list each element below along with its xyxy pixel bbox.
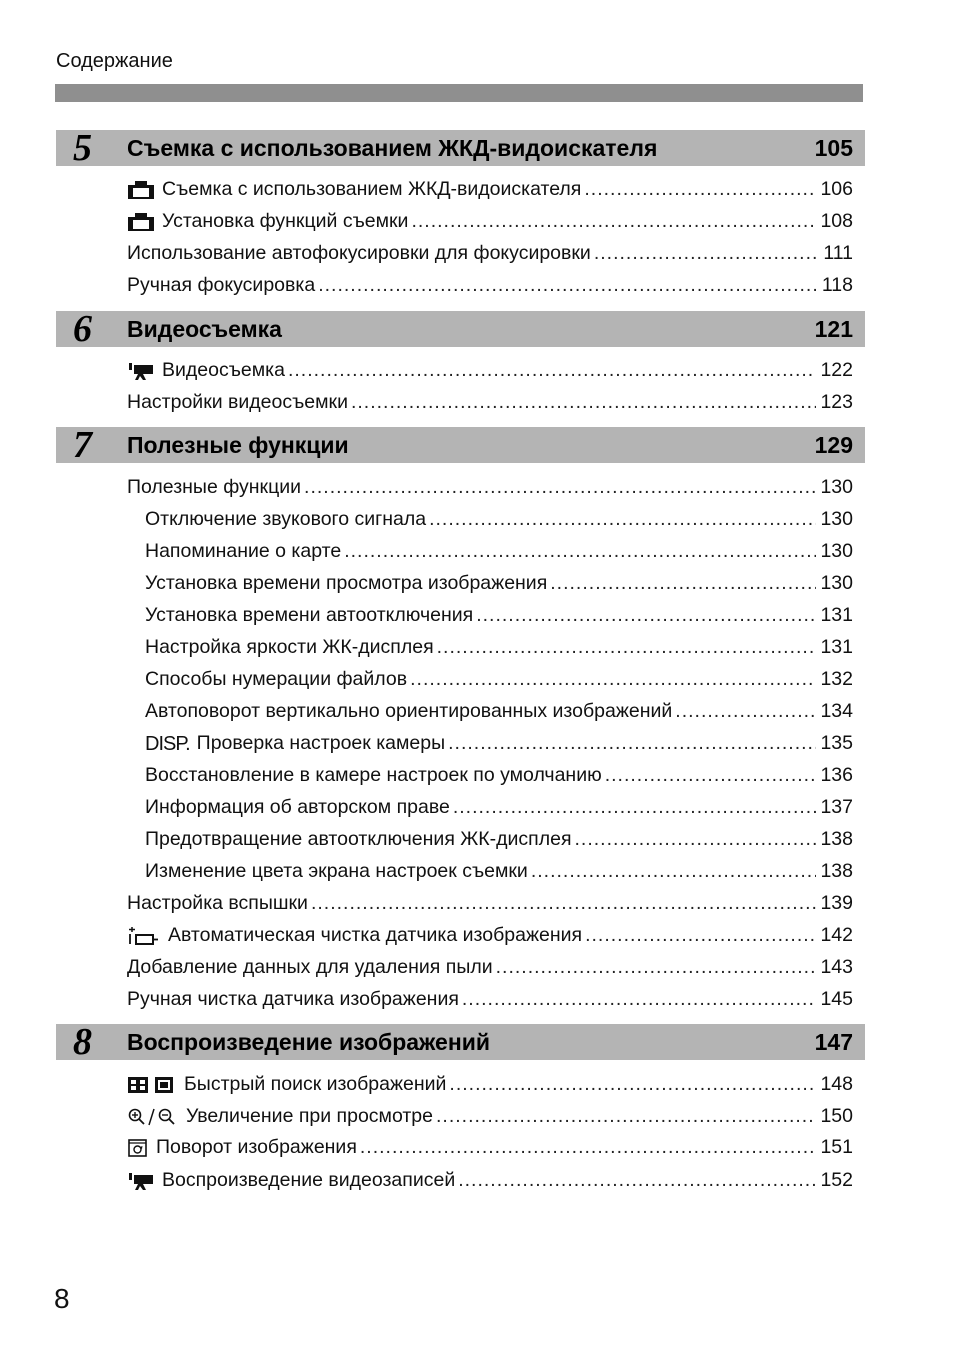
toc-entry[interactable]: Воспроизведение видеозаписей ..... 152 [127, 1166, 853, 1192]
chapter-6-header[interactable] [56, 308, 865, 350]
chapter-page: 147 [814, 1029, 853, 1055]
chapter-page: 105 [814, 135, 853, 161]
toc-entry[interactable]: Съемка с использованием ЖКД-видоискателя ..... 106 [127, 175, 853, 201]
zoom-icon [127, 1106, 179, 1128]
sensor-clean-icon [127, 925, 161, 947]
chapter-8-header[interactable] [56, 1021, 865, 1063]
toc-entry[interactable]: Восстановление в камере настроек по умолчанию ..... 136 [145, 761, 853, 787]
toc-entry[interactable]: Установка времени автоотключения ..... 131 [145, 601, 853, 627]
chapter-number: 6 [73, 308, 92, 350]
chapter-number: 8 [73, 1021, 92, 1063]
toc-entry[interactable]: Видеосъемка ..... 122 [127, 356, 853, 382]
index-jump-icon [127, 1074, 177, 1096]
toc-entry[interactable]: Способы нумерации файлов ..... 132 [145, 665, 853, 691]
chapter-title: Видеосъемка [127, 316, 282, 342]
toc-entry[interactable]: Увеличение при просмотре ..... 150 [127, 1102, 853, 1128]
toc-entry[interactable]: Быстрый поиск изображений ..... 148 [127, 1070, 853, 1096]
toc-entry[interactable]: Ручная фокусировка ..... 118 [127, 271, 853, 297]
chapter-title: Полезные функции [127, 432, 349, 458]
toc-entry[interactable]: Автоматическая чистка датчика изображения ..... 142 [127, 921, 853, 947]
toc-entry[interactable]: Изменение цвета экрана настроек съемки ..... 138 [145, 857, 853, 883]
movie-camera-icon [127, 1170, 155, 1192]
chapter-number: 7 [73, 424, 92, 466]
rotate-icon [127, 1137, 149, 1159]
chapter-title: Воспроизведение изображений [127, 1029, 491, 1055]
page-number: 8 [54, 1283, 70, 1314]
toc-entry[interactable]: Информация об авторском праве ..... 137 [145, 793, 853, 819]
toc-entry[interactable]: DISP. Проверка настроек камеры ..... 135 [145, 729, 853, 755]
toc-entry[interactable]: Настройка яркости ЖК-дисплея ..... 131 [145, 633, 853, 659]
camera-icon [127, 211, 155, 233]
toc-entry[interactable]: Отключение звукового сигнала ..... 130 [145, 505, 853, 531]
section-header-label: Содержание [56, 50, 173, 72]
toc-entry[interactable]: Установка времени просмотра изображения ..... 130 [145, 569, 853, 595]
chapter-page: 121 [814, 316, 853, 342]
toc-entry[interactable]: Поворот изображения ..... 151 [127, 1133, 853, 1159]
toc-entry[interactable]: Предотвращение автоотключения ЖК-дисплея ..... 138 [145, 825, 853, 851]
chapter-number: 5 [73, 127, 92, 169]
toc-entry[interactable]: Настройка вспышки ..... 139 [127, 889, 853, 915]
toc-entry[interactable]: Настройки видеосъемки ..... 123 [127, 388, 853, 414]
header-divider-bar [55, 84, 863, 102]
toc-entry[interactable]: Использование автофокусировки для фокусировки ..... 111 [127, 239, 853, 265]
toc-entry[interactable]: Добавление данных для удаления пыли ..... 143 [127, 953, 853, 979]
movie-camera-icon [127, 360, 155, 382]
chapter-title: Съемка с использованием ЖКД-видоискателя [127, 135, 658, 161]
toc-entry[interactable]: Полезные функции ..... 130 [127, 473, 853, 499]
toc-entry[interactable]: Установка функций съемки ..... 108 [127, 207, 853, 233]
toc-entry[interactable]: Ручная чистка датчика изображения ..... 145 [127, 985, 853, 1011]
chapter-5-header[interactable] [56, 127, 865, 169]
disp-icon: DISP. [145, 733, 190, 755]
chapter-7-header[interactable] [56, 424, 865, 466]
toc-entry[interactable]: Автоповорот вертикально ориентированных изображений ..... 134 [145, 697, 853, 723]
chapter-page: 129 [814, 432, 853, 458]
toc-entry[interactable]: Напоминание о карте ..... 130 [145, 537, 853, 563]
camera-icon [127, 179, 155, 201]
